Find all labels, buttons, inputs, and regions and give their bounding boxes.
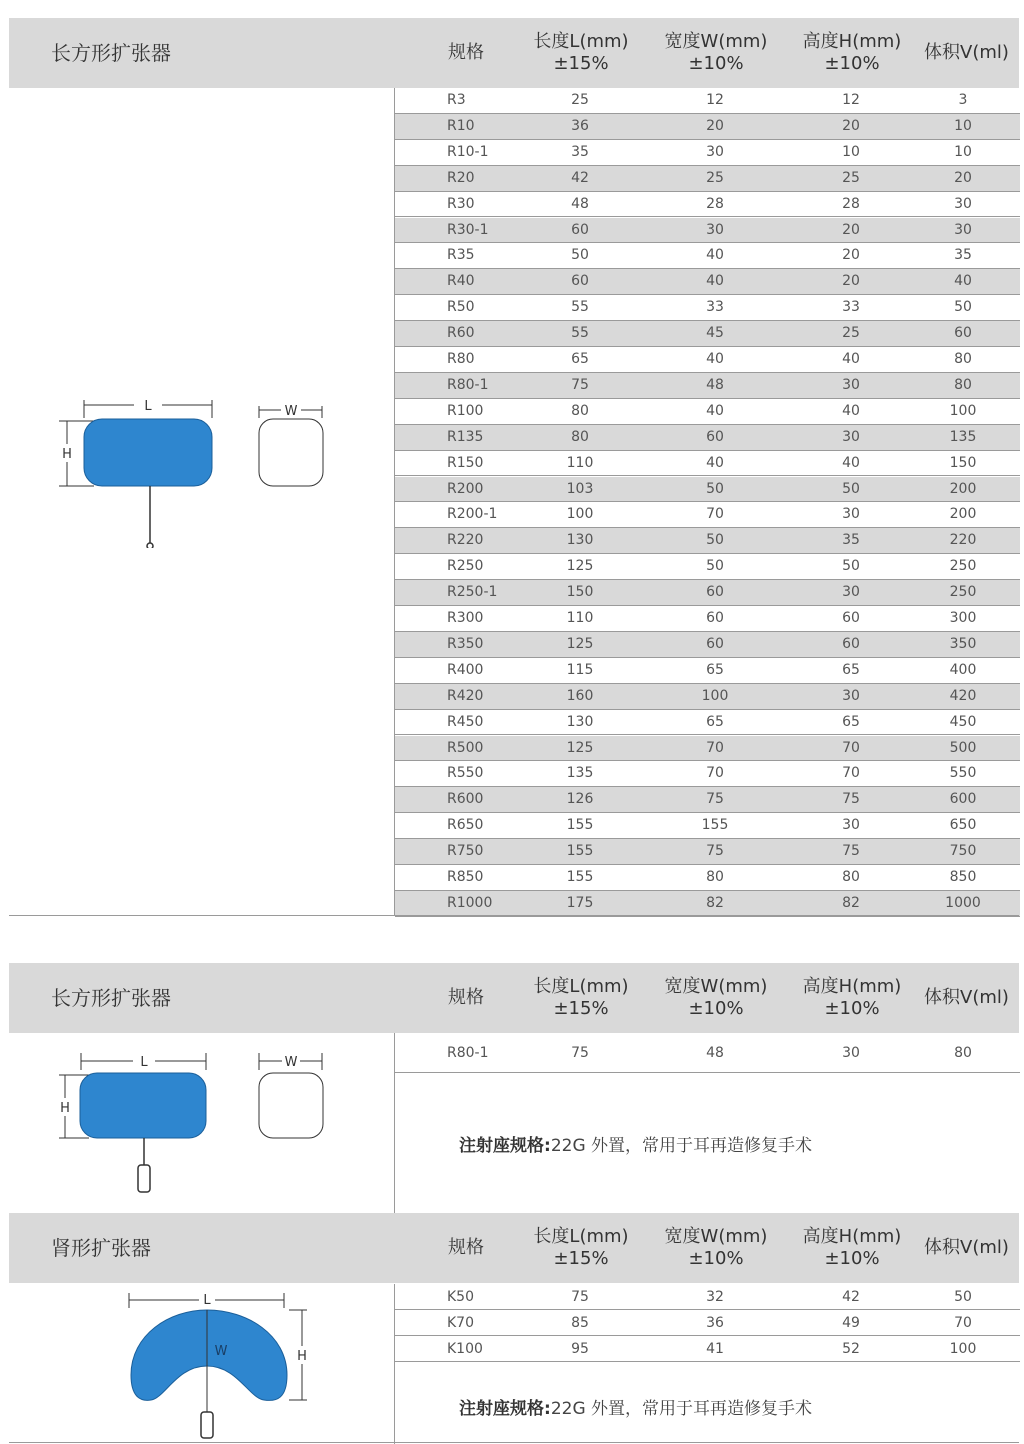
cell-length: 155: [566, 869, 594, 885]
cell-width: 20: [706, 117, 724, 134]
table-row: [395, 554, 1020, 580]
table-row: [395, 88, 1020, 114]
cell-height: 60: [842, 635, 860, 652]
kidney-expander-diagram: [109, 1290, 329, 1442]
cell-width: 30: [706, 221, 724, 238]
cell-height: 80: [842, 869, 860, 885]
cell-length: 80: [571, 428, 589, 445]
table-row: [395, 502, 1020, 528]
table-row: [395, 580, 1020, 606]
table-row: [395, 710, 1020, 736]
cell-height: 30: [842, 428, 860, 445]
cell-volume: 100: [949, 1341, 977, 1357]
cell-length: 55: [571, 299, 589, 316]
table-row: [395, 1284, 1020, 1310]
table-row: [395, 295, 1020, 321]
section-rectangular-expander-ear: [9, 963, 1019, 1213]
cell-width: 48: [706, 376, 724, 393]
cell-length: 155: [566, 843, 594, 860]
cell-width: 70: [706, 739, 724, 756]
cell-volume: 850: [949, 869, 977, 885]
cell-width: 40: [706, 273, 724, 290]
cell-volume: 550: [949, 765, 977, 782]
cell-width: 75: [706, 791, 724, 808]
cell-volume: 30: [954, 195, 972, 212]
cell-width: 65: [706, 713, 724, 730]
cell-spec: R60: [447, 325, 475, 342]
cell-volume: 650: [949, 817, 977, 834]
cell-width: 65: [706, 661, 724, 678]
cell-volume: 10: [954, 143, 972, 160]
cell-spec: R450: [447, 713, 484, 730]
table-row: [395, 606, 1020, 632]
header-spec: 规格: [448, 42, 484, 63]
header-volume: 体积V(ml): [924, 1237, 1009, 1258]
cell-length: 25: [571, 92, 589, 108]
expander-body: [84, 419, 212, 486]
cell-length: 135: [566, 765, 594, 782]
table-row: [395, 787, 1020, 813]
cell-height: 20: [842, 221, 860, 238]
section-bottom-rule: [9, 1442, 1019, 1443]
cell-spec: R20: [447, 169, 475, 186]
table-row: [395, 736, 1020, 762]
cell-width: 70: [706, 765, 724, 782]
cell-spec: R420: [447, 687, 484, 704]
cell-length: 125: [566, 739, 594, 756]
cell-spec: K70: [447, 1315, 474, 1331]
cell-spec: R200-1: [447, 506, 498, 523]
cell-length: 100: [566, 506, 594, 523]
cell-height: 33: [842, 299, 860, 316]
cell-width: 50: [706, 532, 724, 549]
cell-width: 32: [706, 1289, 724, 1305]
cell-width: 30: [706, 143, 724, 160]
table-body: [394, 1284, 1020, 1444]
cell-height: 65: [842, 661, 860, 678]
cell-height: 49: [842, 1315, 860, 1331]
cell-spec: R1000: [447, 894, 493, 911]
section-kidney-expander: [9, 1213, 1019, 1444]
cell-spec: R400: [447, 661, 484, 678]
diagram-label-h: H: [60, 1101, 70, 1116]
cell-length: 130: [566, 532, 594, 549]
table-row: [395, 140, 1020, 166]
cell-spec: R750: [447, 843, 484, 860]
cell-width: 40: [706, 351, 724, 367]
injection-port-note: 注射座规格:22G 外置，常用于耳再造修复手术: [459, 1136, 813, 1156]
header-spec: 规格: [448, 987, 484, 1008]
cell-volume: 750: [949, 843, 977, 860]
cell-volume: 50: [954, 1289, 972, 1305]
cell-spec: R200: [447, 480, 484, 497]
cell-width: 40: [706, 402, 724, 419]
table-row: [395, 269, 1020, 295]
cell-height: 70: [842, 765, 860, 782]
cell-height: 60: [842, 610, 860, 626]
cell-width: 60: [706, 428, 724, 445]
cell-length: 50: [571, 247, 589, 264]
cell-volume: 30: [954, 221, 972, 238]
table-row: [395, 321, 1020, 347]
cell-width: 12: [706, 92, 724, 108]
cell-length: 125: [566, 558, 594, 575]
cell-height: 35: [842, 532, 860, 549]
cell-spec: R150: [447, 454, 484, 471]
cell-width: 25: [706, 169, 724, 186]
cell-width: 41: [706, 1341, 724, 1357]
cell-length: 60: [571, 221, 589, 238]
cell-volume: 400: [949, 661, 977, 678]
cell-volume: 200: [949, 506, 977, 523]
cell-height: 30: [842, 506, 860, 523]
cell-length: 155: [566, 817, 594, 834]
cell-spec: R30: [447, 195, 475, 212]
table-row: [395, 347, 1020, 373]
cell-width: 75: [706, 843, 724, 860]
table-row: [395, 192, 1020, 218]
cell-volume: 1000: [945, 894, 981, 911]
section-title: 肾形扩张器: [51, 1236, 151, 1260]
table-header: [9, 1213, 1019, 1283]
header-length: 长度L(mm) ±15%: [533, 976, 629, 1019]
cell-spec: R250: [447, 558, 484, 575]
table-row: [395, 425, 1020, 451]
diagram-label-w: W: [214, 1344, 228, 1359]
table-body: [394, 88, 1020, 916]
table-row: R80-1 75 48 30 80: [395, 1033, 1020, 1073]
kidney-expander-body: [131, 1310, 287, 1400]
cell-height: 20: [842, 247, 860, 264]
header-length: 长度L(mm) ±15%: [533, 31, 629, 74]
cell-height: 28: [842, 195, 860, 212]
cell-height: 30: [842, 584, 860, 601]
table-row: [395, 813, 1020, 839]
cell-height: 40: [842, 351, 860, 367]
cell-height: 10: [842, 143, 860, 160]
cell-length: 60: [571, 273, 589, 290]
table-row: [395, 166, 1020, 192]
cell-spec: R50: [447, 299, 475, 316]
cell-length: 110: [566, 454, 594, 471]
cell-spec: R100: [447, 402, 484, 419]
expander-body: [80, 1073, 206, 1138]
cell-spec: R40: [447, 273, 475, 290]
cell-width: 155: [701, 817, 729, 834]
cell-volume: 70: [954, 1315, 972, 1331]
cell-volume: 220: [949, 532, 977, 549]
section-title: 长方形扩张器: [51, 41, 171, 65]
header-volume: 体积V(ml): [924, 42, 1009, 63]
expander-side-view: [259, 419, 323, 486]
cell-length: 95: [571, 1341, 589, 1357]
cell-length: 115: [566, 661, 594, 678]
cell-width: 40: [706, 454, 724, 471]
cell-length: 75: [571, 376, 589, 393]
cell-spec: R500: [447, 739, 484, 756]
cell-spec: K50: [447, 1289, 474, 1305]
cell-spec: R10: [447, 117, 475, 134]
cell-width: 60: [706, 584, 724, 601]
cell-spec: R600: [447, 791, 484, 808]
cell-length: 85: [571, 1315, 589, 1331]
cell-height: 30: [842, 687, 860, 704]
cell-volume: 80: [954, 376, 972, 393]
header-spec: 规格: [448, 1237, 484, 1258]
cell-length: 55: [571, 325, 589, 342]
cell-height: 20: [842, 273, 860, 290]
table-row: [395, 451, 1020, 477]
cell-volume: 500: [949, 739, 977, 756]
cell-height: 52: [842, 1341, 860, 1357]
table-row: [395, 839, 1020, 865]
cell-length: 103: [566, 480, 594, 497]
rectangular-expander-diagram: [49, 388, 349, 548]
cell-volume: 35: [954, 247, 972, 264]
cell-volume: 420: [949, 687, 977, 704]
cell-spec: R850: [447, 869, 484, 885]
section-bottom-rule: [9, 915, 1019, 916]
diagram-label-w: W: [284, 1055, 298, 1070]
cell-height: 75: [842, 791, 860, 808]
cell-width: 60: [706, 610, 724, 626]
diagram-label-l: L: [144, 399, 152, 414]
injection-port-note: 注射座规格:22G 外置，常用于耳再造修复手术: [459, 1399, 813, 1419]
cell-width: 80: [706, 869, 724, 885]
table-header: [9, 18, 1019, 88]
table-row: [395, 865, 1020, 891]
table-row: [395, 528, 1020, 554]
cell-height: 65: [842, 713, 860, 730]
table-row: [395, 632, 1020, 658]
cell-length: 150: [566, 584, 594, 601]
header-height: 高度H(mm) ±10%: [802, 976, 902, 1019]
diagram-label-h: H: [62, 447, 72, 462]
cell-height: 50: [842, 480, 860, 497]
cell-width: 82: [706, 894, 724, 911]
cell-length: 160: [566, 687, 594, 704]
cell-height: 25: [842, 169, 860, 186]
cell-width: 100: [701, 687, 729, 704]
table-row: [395, 684, 1020, 710]
cell-volume: 250: [949, 584, 977, 601]
cell-height: 40: [842, 454, 860, 471]
cell-width: 50: [706, 480, 724, 497]
cell-length: 130: [566, 713, 594, 730]
cell-volume: 300: [949, 610, 977, 626]
cell-spec: R550: [447, 765, 484, 782]
header-width: 宽度W(mm) ±10%: [664, 31, 768, 74]
cell-width: 33: [706, 299, 724, 316]
injection-port: [201, 1412, 213, 1438]
cell-spec: R35: [447, 247, 475, 264]
cell-width: 40: [706, 247, 724, 264]
cell-height: 82: [842, 894, 860, 911]
cell-width: 45: [706, 325, 724, 342]
cell-length: 35: [571, 143, 589, 160]
header-width: 宽度W(mm) ±10%: [664, 976, 768, 1019]
cell-length: 42: [571, 169, 589, 186]
cell-height: 30: [842, 817, 860, 834]
injection-port: [147, 543, 153, 548]
cell-height: 30: [842, 376, 860, 393]
cell-spec: R3: [447, 92, 466, 108]
cell-volume: 80: [954, 351, 972, 367]
cell-volume: 150: [949, 454, 977, 471]
cell-volume: 600: [949, 791, 977, 808]
cell-volume: 50: [954, 299, 972, 316]
cell-height: 40: [842, 402, 860, 419]
cell-height: 20: [842, 117, 860, 134]
cell-spec: K100: [447, 1341, 483, 1357]
cell-spec: R350: [447, 635, 484, 652]
cell-width: 50: [706, 558, 724, 575]
header-width: 宽度W(mm) ±10%: [664, 1226, 768, 1269]
injection-port: [138, 1165, 150, 1192]
table-row: [395, 218, 1020, 244]
cell-volume: 10: [954, 117, 972, 134]
cell-volume: 60: [954, 325, 972, 342]
expander-side-view: [259, 1073, 323, 1138]
cell-volume: 350: [949, 635, 977, 652]
cell-width: 36: [706, 1315, 724, 1331]
cell-length: 126: [566, 791, 594, 808]
cell-width: 60: [706, 635, 724, 652]
cell-height: 12: [842, 92, 860, 108]
table-row: [395, 399, 1020, 425]
table-header: [9, 963, 1019, 1033]
table-row: [395, 761, 1020, 787]
table-row: [395, 1336, 1020, 1362]
cell-length: 36: [571, 117, 589, 134]
table-row: [395, 658, 1020, 684]
cell-volume: 135: [949, 428, 977, 445]
cell-height: 25: [842, 325, 860, 342]
table-row: [395, 891, 1020, 917]
cell-length: 80: [571, 402, 589, 419]
cell-width: 70: [706, 506, 724, 523]
diagram-label-l: L: [140, 1055, 148, 1070]
cell-spec: R220: [447, 532, 484, 549]
cell-height: 75: [842, 843, 860, 860]
diagram-label-l: L: [203, 1293, 211, 1308]
cell-spec: R250-1: [447, 584, 498, 601]
cell-spec: R135: [447, 428, 484, 445]
cell-spec: R30-1: [447, 221, 489, 238]
cell-length: 175: [566, 894, 594, 911]
cell-volume: 40: [954, 273, 972, 290]
cell-length: 65: [571, 351, 589, 367]
cell-spec: R80-1: [447, 376, 489, 393]
cell-volume: 200: [949, 480, 977, 497]
table-row: [395, 1310, 1020, 1336]
cell-length: 110: [566, 610, 594, 626]
header-volume: 体积V(ml): [924, 987, 1009, 1008]
cell-height: 50: [842, 558, 860, 575]
cell-height: 42: [842, 1289, 860, 1305]
cell-spec: R80: [447, 351, 475, 367]
cell-volume: 100: [949, 402, 977, 419]
cell-volume: 250: [949, 558, 977, 575]
cell-length: 125: [566, 635, 594, 652]
section-title: 长方形扩张器: [51, 986, 171, 1010]
section-rectangular-expander-table: [9, 18, 1019, 918]
cell-volume: 450: [949, 713, 977, 730]
rectangular-expander-diagram-ear: [49, 1048, 349, 1198]
cell-spec: R650: [447, 817, 484, 834]
cell-length: 75: [571, 1289, 589, 1305]
table-row: [395, 114, 1020, 140]
cell-volume: 3: [958, 92, 968, 108]
table-row: [395, 373, 1020, 399]
cell-volume: 20: [954, 169, 972, 186]
cell-length: 48: [571, 195, 589, 212]
table-body: [394, 1033, 1020, 1214]
cell-spec: R10-1: [447, 143, 489, 160]
header-length: 长度L(mm) ±15%: [533, 1226, 629, 1269]
cell-spec: R300: [447, 610, 484, 626]
diagram-label-w: W: [284, 404, 298, 419]
cell-width: 28: [706, 195, 724, 212]
table-row: [395, 243, 1020, 269]
cell-height: 70: [842, 739, 860, 756]
header-height: 高度H(mm) ±10%: [802, 31, 902, 74]
table-row: [395, 477, 1020, 503]
diagram-label-h: H: [297, 1349, 307, 1364]
header-height: 高度H(mm) ±10%: [802, 1226, 902, 1269]
